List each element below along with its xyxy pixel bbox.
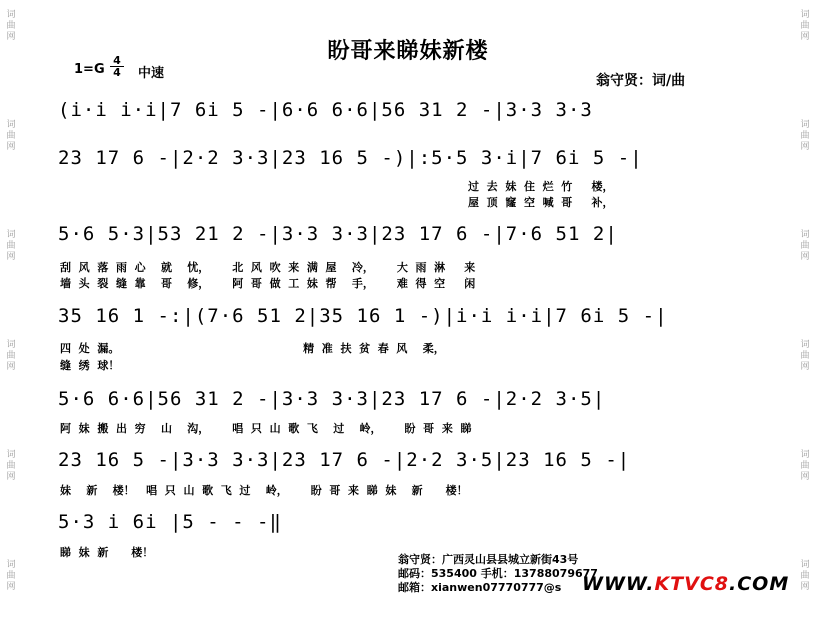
meter-numerator: 4: [113, 54, 121, 67]
lyric-line: 四 处 漏。 精 准 扶 贫 春 风 柔，: [60, 342, 445, 355]
lyric-line: 阿 妹 搬 出 穷 山 沟， 唱 只 山 歌 飞 过 岭， 盼 哥 来 睇: [60, 422, 472, 435]
lyric-line: 过 去 妹 住 烂 竹 楼，: [468, 180, 614, 193]
notation-row: 5·3 i 6i |5 - - -‖: [58, 511, 282, 533]
lyric-line: 妹 新 楼！ 唱 只 山 歌 飞 过 岭， 盼 哥 来 睇 妹 新 楼！: [60, 484, 468, 497]
watermark-text: 词曲网: [800, 340, 810, 372]
tempo-marking: 中速: [138, 66, 165, 81]
footer-postcode-phone: 邮码：535400 手机：13788079677: [398, 567, 598, 580]
meter-denominator: 4: [110, 66, 124, 78]
lyric-line: 墙 头 裂 缝 靠 哥 修， 阿 哥 做 工 妹 帮 手， 难 得 空 闲: [60, 277, 476, 290]
notation-row: (i·i i·i|7 6i 5 -|6·6 6·6|56 31 2 -|3·3 3·3: [58, 99, 593, 121]
watermark-text: 词曲网: [6, 120, 16, 152]
key-signature: 1=G: [74, 62, 105, 77]
watermark-text: 词曲网: [800, 450, 810, 482]
watermark-text: 词曲网: [800, 10, 810, 42]
logo-part: .COM: [729, 573, 790, 595]
notation-row: 5·6 5·3|53 21 2 -|3·3 3·3|23 17 6 -|7·6 51 2|: [58, 223, 618, 245]
notation-row: 23 16 5 -|3·3 3·3|23 17 6 -|2·2 3·5|23 16 5 -|: [58, 449, 631, 471]
footer-address: 翁守贤：广西灵山县县城立新街43号: [398, 553, 579, 566]
watermark-text: 词曲网: [800, 120, 810, 152]
time-signature: [110, 55, 124, 78]
watermark-text: 词曲网: [6, 340, 16, 372]
watermark-text: 词曲网: [800, 560, 810, 592]
notation-row: 35 16 1 -:|(7·6 51 2|35 16 1 -)|i·i i·i|7 6i 5 -|: [58, 305, 668, 327]
site-logo: [582, 573, 789, 595]
watermark-text: 词曲网: [800, 230, 810, 262]
watermark-right: [794, 0, 816, 626]
watermark-text: 词曲网: [6, 10, 16, 42]
logo-part: KTVC8: [654, 573, 730, 595]
watermark-text: 词曲网: [6, 450, 16, 482]
watermark-left: [0, 0, 22, 626]
footer-email: 邮箱：xianwen07770777@s: [398, 581, 562, 594]
lyric-line: 睇 妹 新 楼！: [60, 546, 154, 559]
lyric-line: 刮 风 落 雨 心 就 忧， 北 风 吹 来 满 屋 冷， 大 雨 淋 来: [60, 261, 476, 274]
author-credit: 翁守贤：词/曲: [596, 73, 686, 89]
lyric-line: 缝 绣 球！: [60, 359, 120, 372]
notation-row: 5·6 6·6|56 31 2 -|3·3 3·3|23 17 6 -|2·2 3·5|: [58, 388, 606, 410]
notation-row: 23 17 6 -|2·2 3·3|23 16 5 -)|:5·5 3·i|7 6i 5 -|: [58, 147, 643, 169]
logo-part: WWW.: [582, 573, 655, 595]
song-title: 盼哥来睇妹新楼: [327, 38, 489, 64]
watermark-text: 词曲网: [6, 230, 16, 262]
watermark-text: 词曲网: [6, 560, 16, 592]
lyric-line: 屋 顶 窿 空 喊 哥 补，: [468, 196, 614, 209]
